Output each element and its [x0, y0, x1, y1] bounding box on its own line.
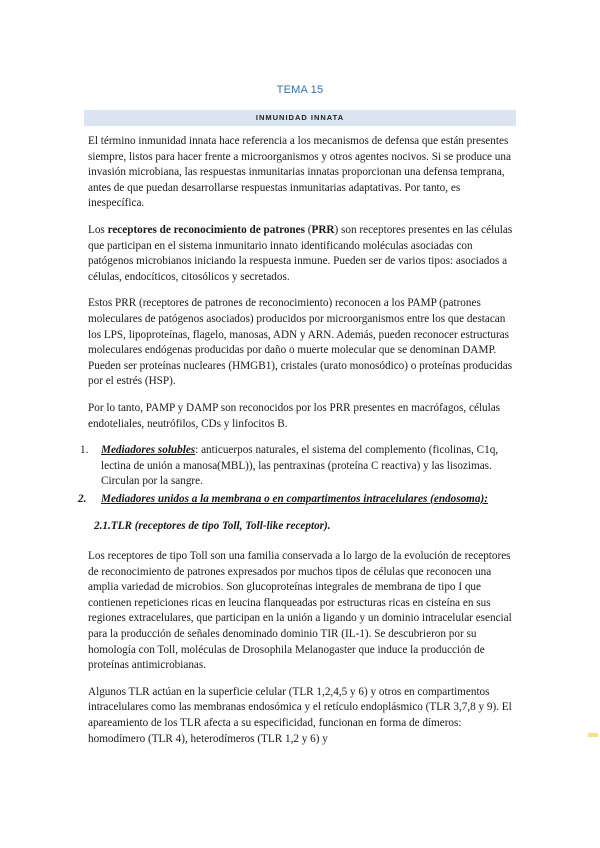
list-item-title: Mediadores unidos a la membrana o en compartimentos intracelulares (endosoma): — [101, 492, 488, 505]
paragraph-prr — [88, 223, 516, 285]
section-heading: INMUNIDAD INNATA — [84, 110, 516, 126]
paragraph-summary: Por lo tanto, PAMP y DAMP son reconocidos por los PRR presentes en macrófagos, células endoteliales, neutrófilos, CDs y linfocitos B. — [88, 401, 501, 430]
paragraph-tlr-description: Los receptores de tipo Toll son una familia conservada a lo largo de la evolución de receptores de reconocimiento de patrones expresados por muchos tipos de células que reconocen una amplia variedad de microbios. Son glucoproteínas integrales de membrana de tipo I que contienen repeticiones ricas en leucina flanqueadas por estructuras ricas en cisteína en sus regiones extracelulares, que participan en la unión a ligando y un dominio intracelular esencial para la producción de señales denominado dominio TIR (IL-1). Se descubrieron por su homología con Toll, moléculas de Drosophila Melanogaster que induce la producción de proteínas antimicrobianas. — [88, 550, 512, 672]
list-item-soluble-mediators — [80, 443, 516, 490]
paragraph-prr-paren: ( — [304, 223, 312, 236]
highlight-marker — [588, 733, 598, 737]
paragraph-tlr-location: Algunos TLR actúan en la superficie celular (TLR 1,2,4,5 y 6) y otros en compartimentos intracelulares como las membranas endosómica y el retículo endoplásmico (TLR 3,7,8 y 9). El apareamiento de los TLR afecta a su especificidad, funcionan en forma de dímeros: homodímero (TLR 4), heterodímeros (TLR 1,2 y 6) y — [88, 685, 512, 745]
document-body — [78, 134, 516, 758]
list-number: 2. — [78, 492, 87, 505]
prr-abbrev: PRR — [311, 223, 335, 236]
paragraph-prr-intro: Los — [88, 223, 108, 236]
list-item-membrane-mediators — [78, 492, 516, 508]
list-number: 1. — [80, 444, 89, 457]
paragraph-innate-immunity: El término inmunidad innata hace referencia a los mecanismos de defensa que están presentes siempre, listos para hacer frente a microorganismos y otros agentes nocivos. Si se produce una invasión microbiana, las respuestas inmunitarias innatas proporcionan una defensa temprana, antes de que puedan desarrollarse respuestas inmunitarias adaptativas. Por tanto, es inespecífica. — [88, 135, 511, 210]
paragraph-prr-rest: ) son receptores presentes en las células que participan en el sistema inmunitario innato identificando moléculas asociadas con patógenos microbianos iniciando la respuesta inmune. Pueden ser de varios tipos: asociados a células, endocíticos, citosólicos y secretados. — [88, 223, 513, 283]
list-item-title: Mediadores solubles — [101, 444, 196, 457]
prr-term: receptores de reconocimiento de patrones — [107, 223, 305, 236]
list-item-text: : anticuerpos naturales, el sistema del complemento (ficolinas, C1q, lectina de unión a manosa(MBL)), las pentraxinas (proteína C reactiva) y las lisozimas. Circulan por la sangre. — [101, 444, 499, 488]
paragraph-pamp-damp: Estos PRR (receptores de patrones de reconocimiento) reconocen a los PAMP (patrones moleculares de patógenos asociados) producidos por microorganismos entre los que destacan los LPS, lipoproteínas, flagelo, manosas, ADN y ARN. Además, pueden reconocer estructuras moleculares endógenas producidas por daño o muerte molecular que se denominan DAMP. Pueden ser proteínas nucleares (HMGB1), cristales (urato monosódico) o proteínas producidas por el estrés (HSP). — [88, 297, 513, 388]
subheading-tlr: 2.1.TLR (receptores de tipo Toll, Toll-like receptor). — [94, 520, 331, 533]
document-title: TEMA 15 — [276, 84, 324, 96]
mediators-list — [78, 443, 516, 507]
